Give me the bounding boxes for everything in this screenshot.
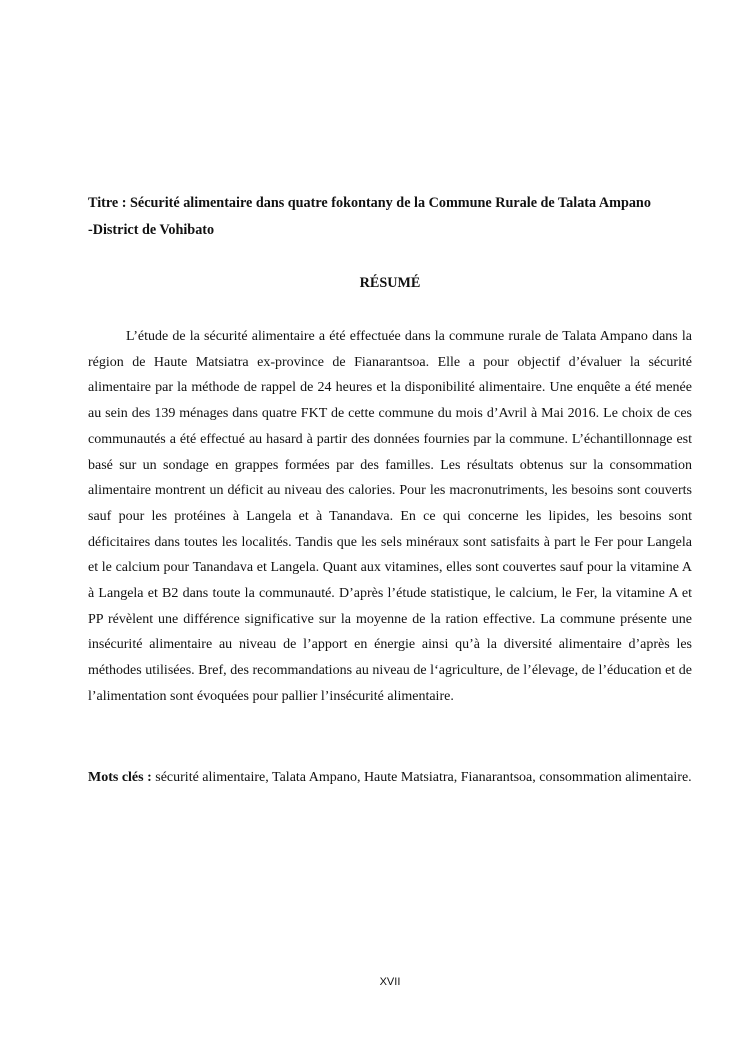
title-line-1: Titre : Sécurité alimentaire dans quatre fokontany de la Commune Rurale de Talata Ampano: [88, 195, 651, 211]
abstract-heading: RÉSUMÉ: [359, 275, 421, 291]
keywords-paragraph: [88, 764, 692, 791]
page-number: XVII: [379, 976, 401, 988]
title-line-2: -District de Vohibato: [88, 222, 215, 238]
document-title: [88, 190, 692, 244]
abstract-paragraph: L’étude de la sécurité alimentaire a été effectuée dans la commune rurale de Talata Ampano dans la région de Haute Matsiatra ex-province de Fianarantsoa. Elle a pour objectif d’évaluer la sécurité alimentaire par la méthode de rappel de 24 heures et la disponibilité alimentaire. Une enquête a été menée au sein des 139 ménages dans quatre FKT de cette commune du mois d’Avril à Mai 2016. Le choix de ces communautés a été effectué au hasard à partir des données fournies par la commune. L’échantillonnage est basé sur un sondage en grappes formées par des familles. Les résultats obtenus sur la consommation alimentaire montrent un déficit au niveau des calories. Pour les macronutriments, les besoins sont couverts sauf pour les protéines à Langela et à Tanandava. En ce qui concerne les lipides, les besoins sont déficitaires dans toutes les localités. Tandis que les sels minéraux sont satisfaits à part le Fer pour Langela et le calcium pour Tanandava et Langela. Quant aux vitamines, elles sont couvertes sauf pour la vitamine A à Langela et B2 dans toute la communauté. D’après l’étude statistique, le calcium, le Fer, la vitamine A et PP révèlent une différence significative sur la moyenne de la ration effective. La commune présente une insécurité alimentaire au niveau de l’apport en énergie ainsi qu’à la diversité alimentaire d’après les méthodes utilisées. Bref, des recommandations au niveau de l‘agriculture, de l’élevage, de l’éducation et de l’alimentation sont évoquées pour pallier l’insécurité alimentaire.: [88, 329, 692, 704]
keywords-label: Mots clés :: [88, 770, 152, 785]
keywords-text: sécurité alimentaire, Talata Ampano, Haute Matsiatra, Fianarantsoa, consommation alimentaire.: [151, 770, 692, 785]
